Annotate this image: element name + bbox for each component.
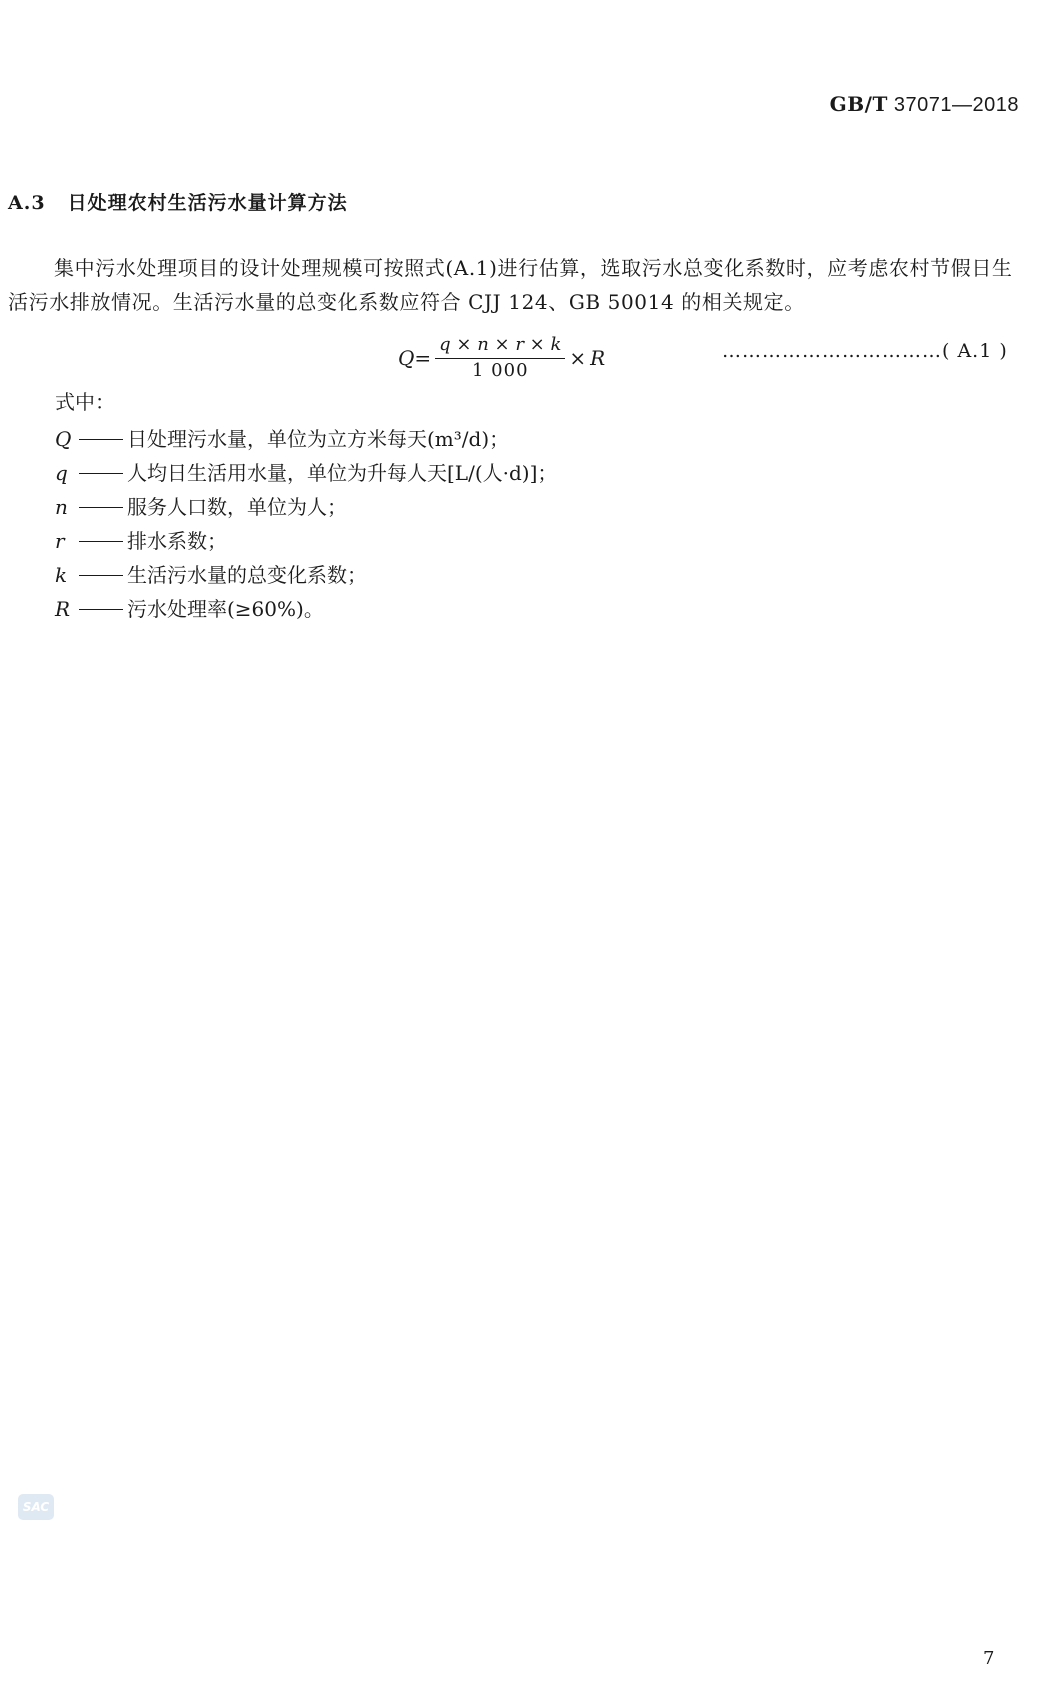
where-label: 式中： <box>55 390 115 414</box>
section-heading <box>8 188 348 215</box>
formula-lhs: Q <box>398 346 415 370</box>
definition-item <box>55 422 557 456</box>
definition-dash <box>79 422 123 456</box>
definition-symbol: Q <box>55 427 72 451</box>
formula-number: ( A.1 ) <box>942 340 1008 362</box>
definition-item <box>55 524 557 558</box>
formula-rhs: R <box>590 346 606 370</box>
definition-item <box>55 456 557 490</box>
definition-text: 服务人口数，单位为人； <box>127 495 347 519</box>
formula-equals: = <box>414 346 432 370</box>
formula-label <box>722 340 1008 362</box>
definition-dash <box>79 524 123 558</box>
definition-item <box>55 490 557 524</box>
standard-prefix: GB/T <box>829 92 888 116</box>
definition-item <box>55 558 557 592</box>
definition-symbol: n <box>55 495 68 519</box>
body-paragraph: 集中污水处理项目的设计处理规模可按照式(A.1)进行估算，选取污水总变化系数时，应考虑农村节假日生活污水排放情况。生活污水量的总变化系数应符合 CJJ 124、GB 50014 的相关规定。 <box>8 256 1013 314</box>
definition-symbol: k <box>55 563 68 587</box>
standard-number <box>830 92 1019 117</box>
definition-dash <box>79 490 123 524</box>
definition-text: 人均日生活用水量，单位为升每人天[L/(人·d)]； <box>127 461 558 485</box>
definition-text: 生活污水量的总变化系数； <box>127 563 367 587</box>
standard-code: 37071—2018 <box>893 94 1019 116</box>
page-number: 7 <box>983 1648 995 1669</box>
formula-numerator: q × n × r × k <box>435 335 565 359</box>
definition-item <box>55 592 557 626</box>
formula-fraction <box>435 335 565 381</box>
definition-symbol: r <box>55 529 65 553</box>
definition-dash <box>79 592 123 626</box>
definition-dash <box>79 456 123 490</box>
definition-dash <box>79 558 123 592</box>
section-number: A.3 <box>8 192 46 214</box>
definition-text: 日处理污水量，单位为立方米每天(m³/d)； <box>127 427 510 451</box>
definition-symbol: R <box>55 597 71 621</box>
definition-text: 污水处理率(≥60%)。 <box>127 597 324 621</box>
formula-denominator: 1 000 <box>472 360 529 381</box>
section-title: 日处理农村生活污水量计算方法 <box>67 192 348 214</box>
definition-text: 排水系数； <box>127 529 227 553</box>
sac-watermark-logo: SAC <box>18 1494 54 1520</box>
formula-times: × <box>569 346 587 370</box>
definition-list <box>55 422 557 626</box>
formula-a1 <box>398 334 605 382</box>
formula-leader-dots: …………………………… <box>722 340 942 362</box>
definition-symbol: q <box>55 461 68 485</box>
